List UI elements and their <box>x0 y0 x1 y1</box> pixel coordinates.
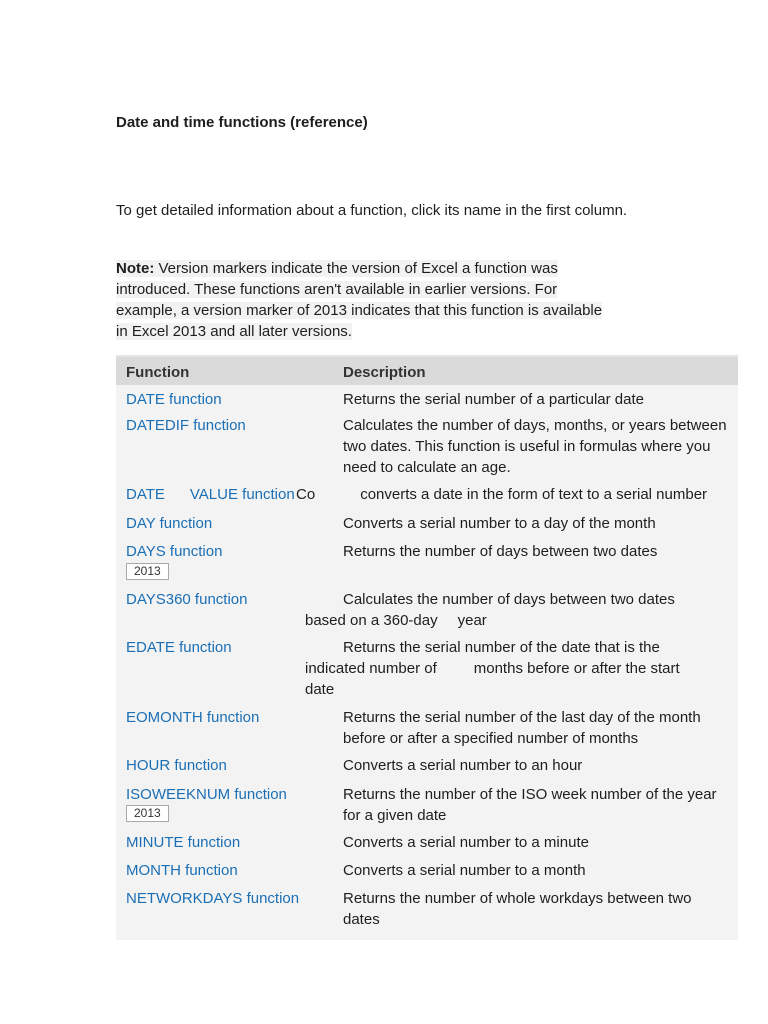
networkdays-function-description: Returns the number of whole workdays between two dates <box>343 890 692 928</box>
hour-function-description: Converts a serial number to an hour <box>343 757 583 774</box>
table-row <box>116 587 738 635</box>
note-label: Note: <box>116 260 155 277</box>
isoweeknum-function-link[interactable]: ISOWEEKNUM function <box>126 786 287 803</box>
table-row <box>116 511 738 539</box>
table-row <box>116 539 738 587</box>
datedif-function-link[interactable]: DATEDIF function <box>126 417 246 434</box>
day-function-description: Converts a serial number to a day of the month <box>343 515 656 532</box>
date-function-description: Returns the serial number of a particular date <box>343 391 644 408</box>
networkdays-function-link[interactable]: NETWORKDAYS function <box>126 890 300 907</box>
eomonth-function-description: Returns the serial number of the last day of the month before or after a specified number of months <box>343 709 701 747</box>
version-badge: 2013 <box>126 563 169 580</box>
day-function-link[interactable]: DAY function <box>126 515 213 532</box>
edate-description-line2a: indicated number of <box>305 660 437 677</box>
datevalue-link-part2[interactable]: VALUE function <box>189 486 295 503</box>
datedif-function-description: Calculates the number of days, months, or years between two dates. This function is useful in formulas where you need to calculate an age. <box>343 417 727 476</box>
edate-description-line3: date <box>305 681 335 698</box>
table-row <box>116 782 738 831</box>
days360-description-line2a: based on a 360-day <box>305 612 438 629</box>
days360-description-line1: Calculates the number of days between two dates <box>343 591 675 608</box>
hour-function-link[interactable]: HOUR function <box>126 757 227 774</box>
header-description: Description <box>343 364 426 381</box>
table-row <box>116 413 738 483</box>
datevalue-description-text: converts a date in the form of text to a serial number <box>360 486 708 503</box>
days360-description-line2b: year <box>457 612 487 629</box>
table-row <box>116 754 738 782</box>
intro-text: To get detailed information about a function, click its name in the first column. <box>116 202 628 219</box>
month-function-description: Converts a serial number to a month <box>343 862 586 879</box>
table-header <box>116 355 738 385</box>
isoweeknum-function-description: Returns the number of the ISO week number of the year for a given date <box>343 786 717 824</box>
date-function-link[interactable]: DATE function <box>126 391 222 408</box>
month-function-link[interactable]: MONTH function <box>126 862 238 879</box>
eomonth-function-link[interactable]: EOMONTH function <box>126 709 260 726</box>
version-note <box>116 258 616 342</box>
datevalue-description-prefix: Co <box>296 486 316 503</box>
minute-function-description: Converts a serial number to a minute <box>343 834 589 851</box>
days-function-description: Returns the number of days between two dates <box>343 543 658 560</box>
table-row <box>116 483 738 511</box>
datevalue-function-description <box>296 484 707 505</box>
table-row <box>116 859 738 887</box>
note-text: Version markers indicate the version of Excel a function was introduced. These functions aren't available in earlier versions. For example, a version marker of 2013 indicates that this function is available in Excel 2013 and all later versions. <box>116 260 603 340</box>
function-reference-table <box>116 355 738 940</box>
days-function-link[interactable]: DAYS function <box>126 543 223 560</box>
header-function: Function <box>126 364 190 381</box>
datevalue-link-part1[interactable]: DATE <box>126 486 165 503</box>
edate-description-line2b: months before or after the start <box>473 660 680 677</box>
days360-function-link[interactable]: DAYS360 function <box>126 591 248 608</box>
edate-function-link[interactable]: EDATE function <box>126 639 232 656</box>
version-badge: 2013 <box>126 805 169 822</box>
datevalue-function-link[interactable] <box>126 484 295 505</box>
table-row <box>116 635 738 705</box>
page-title: Date and time functions (reference) <box>116 114 368 131</box>
table-row <box>116 831 738 859</box>
edate-description-line2 <box>305 658 680 679</box>
table-row <box>116 705 738 754</box>
table-row <box>116 385 738 413</box>
days360-description-line2 <box>305 610 487 631</box>
edate-description-line1: Returns the serial number of the date that is the <box>343 639 660 656</box>
table-row <box>116 887 738 940</box>
minute-function-link[interactable]: MINUTE function <box>126 834 241 851</box>
